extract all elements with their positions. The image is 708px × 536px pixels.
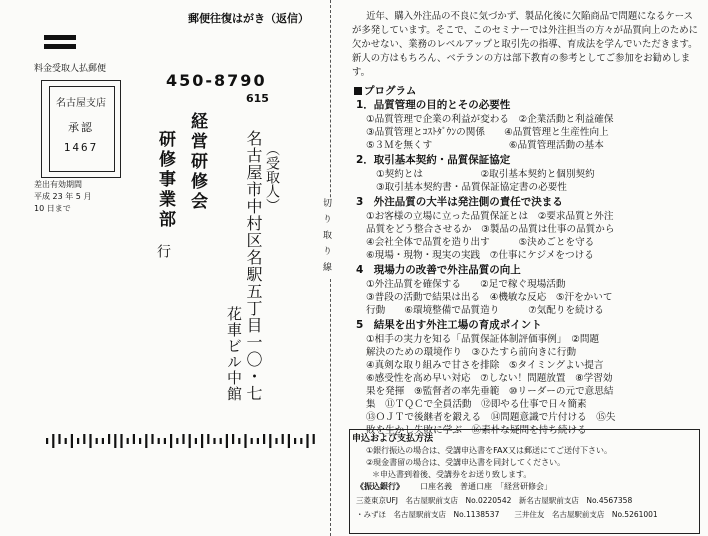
validity-line: 差出有効期間 xyxy=(34,180,82,189)
barcode-bar xyxy=(182,434,184,444)
barcode-bar xyxy=(294,438,296,444)
cut-line-label: 切り取り線 xyxy=(321,198,331,278)
section-line: ④真剣な取り組みで甘さを排除 ⑤タイミングよい提言 xyxy=(366,360,604,371)
section-line: ①相手の実力を知る「品質保証体制評価事例」 ②問題 xyxy=(366,334,600,345)
barcode-bar xyxy=(195,438,197,444)
postal-mark xyxy=(44,44,76,49)
section-line: 解決のための環境作り ③ひたすら前向きに行動 xyxy=(366,347,577,358)
barcode-bar xyxy=(102,438,104,444)
section-line: ①お客様の立場に立った品質保証とは ②要求品質と外注 xyxy=(366,211,614,222)
section-line: ④会社全体で品質を造り出す ⑤決めごとを守る xyxy=(366,237,595,248)
section-line: ①外注品質を確保する ②足で稼ぐ現場活動 xyxy=(366,279,566,290)
barcode-bar xyxy=(139,438,141,444)
barcode-bar xyxy=(89,434,91,448)
bank-line: 三菱東京UFJ 名古屋駅前支店 No.0220542 新名古屋駅前支店 No.4567358 xyxy=(356,496,633,505)
barcode-bar xyxy=(213,438,215,444)
barcode-bar xyxy=(220,438,222,444)
barcode-bar xyxy=(244,434,246,448)
bank-line: ・みずほ 名古屋駅前支店 No.1138537 三井住友 名古屋駅前支店 No.5261001 xyxy=(356,510,658,519)
barcode-bar xyxy=(282,434,284,444)
postal-mark xyxy=(44,35,76,40)
application-title: 申込および支払方法 xyxy=(352,434,434,444)
addressee-suffix: 行 xyxy=(155,244,171,258)
barcode-bar xyxy=(127,438,129,444)
section-line: ⑤３Ｍを無くす ⑥品質管理活動の基本 xyxy=(366,140,604,151)
barcode-bar xyxy=(170,434,172,448)
barcode-bar xyxy=(145,434,147,448)
barcode-bar xyxy=(77,438,79,444)
barcode-bar xyxy=(201,434,203,448)
program-heading-text: プログラム xyxy=(364,85,417,97)
barcode-bar xyxy=(251,438,253,444)
approval-label: 承認 xyxy=(68,121,94,134)
section-title: 2．取引基本契約・品質保証協定 xyxy=(356,154,511,166)
barcode-bar xyxy=(58,434,60,444)
barcode-bar xyxy=(269,434,271,448)
barcode-bar xyxy=(288,434,290,448)
barcode-bar xyxy=(71,434,73,448)
account-name: 口座名義 普通口座 「経営研修会」 xyxy=(420,482,552,491)
barcode-bar xyxy=(158,438,160,444)
barcode-bar xyxy=(83,434,85,444)
bullet-square-icon xyxy=(354,87,362,95)
postage-label: 料金受取人払郵便 xyxy=(34,64,107,74)
barcode-bar xyxy=(189,434,191,448)
barcode-bar xyxy=(164,438,166,444)
application-line: ＊申込書到着後、受講券をお送り致します。 xyxy=(372,470,532,479)
section-line: 行動 ⑥環境整備で品質造り ⑦気配りを続ける xyxy=(366,305,604,316)
intro-paragraph: 近年、購入外注品の不良に気づかず、製品化後に欠陥商品で問題になるケースが多発しています。そこで、このセミナーでは外注担当の方々が品質向上のために欠かせない、業務のレベルアップと取引先の指導、育成法を学んでいただきます。 新人の方はもちろん、ベテランの方は部下教育の参考としてご参加をお勧めします。 xyxy=(352,11,703,78)
barcode-bar xyxy=(257,438,259,444)
barcode-bar xyxy=(226,434,228,448)
postal-code: 450-8790 xyxy=(166,71,267,90)
barcode-bar xyxy=(275,438,277,444)
department-name: 研修事業部 xyxy=(155,130,175,230)
address-line-2: 花車ビル中館 xyxy=(225,306,243,402)
barcode-bar xyxy=(108,434,110,444)
barcode-bar xyxy=(306,434,308,448)
section-line: ③品質管理とｺｽﾄﾀﾞｳﾝの関係 ④品質管理と生産性向上 xyxy=(366,127,609,138)
barcode-bar xyxy=(313,434,315,444)
sub-postal-code: 615 xyxy=(246,92,269,105)
barcode-bar xyxy=(133,434,135,444)
section-line: 品質をどう整合させるか ③製品の品質は仕事の品質から xyxy=(366,224,615,235)
barcode-bar xyxy=(263,434,265,444)
address-line-1: 名古屋市中村区名駅五丁目一〇・七 xyxy=(244,130,263,402)
validity-line: 平成 23 年 5 月 xyxy=(34,192,92,201)
section-line: 果を発揮 ⑨監督者の率先垂範 ⑩リーダーの元で意思結 xyxy=(366,386,614,397)
barcode-bar xyxy=(65,438,67,444)
postcard-title: 郵便往復はがき（返信） xyxy=(188,12,309,25)
section-line: ⑬ＯＪＴで後継者を鍛える ⑭問題意識で片付ける ⑮失 xyxy=(366,412,616,423)
section-line: 敗を生かし失敗に学ぶ ⑯素朴な疑問を持ち続ける xyxy=(366,425,587,436)
approval-number: 1467 xyxy=(63,141,99,154)
barcode-bar xyxy=(96,438,98,444)
section-line: ③普段の活動で結果は出る ④機敏な反応 ⑤汗をかいて xyxy=(366,292,613,303)
barcode-bar xyxy=(114,434,116,448)
section-line: ①契約とは ②取引基本契約と個別契約 xyxy=(376,169,595,180)
section-line: 集 ⑪ＴＱＣで全員活動 ⑫即やる仕事で日々簡素 xyxy=(366,399,587,410)
section-title: 4 現場力の改善で外注品質の向上 xyxy=(356,264,521,276)
barcode-bar xyxy=(52,434,54,448)
barcode-bar xyxy=(46,438,48,444)
application-line: ②現金書留の場合は、受講申込書を同封してください。 xyxy=(366,458,566,467)
customer-barcode xyxy=(44,434,324,448)
barcode-bar xyxy=(232,434,234,444)
post-office-name: 名古屋支店 xyxy=(56,98,106,109)
barcode-bar xyxy=(300,438,302,444)
barcode-bar xyxy=(151,434,153,444)
section-title: 3 外注品質の大半は発注側の責任で決まる xyxy=(356,196,563,208)
transfer-bank-label: 《振込銀行》 xyxy=(356,482,404,491)
recipient-label: （受取人） xyxy=(264,142,280,212)
validity-line: 10 日まで xyxy=(34,204,71,213)
section-line: ⑥現場・現物・現実の実践 ⑦仕事にケジメをつける xyxy=(366,250,594,261)
section-line: ⑥感受性を高め早い対応 ⑦しない！問題放置 ⑧学習効 xyxy=(366,373,613,384)
section-line: ①品質管理で企業の利益が変わる ②企業活動と利益確保 xyxy=(366,114,614,125)
barcode-bar xyxy=(176,438,178,444)
program-heading xyxy=(354,83,416,98)
barcode-bar xyxy=(120,434,122,448)
application-line: ①銀行振込の場合は、受講申込書をFAX又は郵送にてご送付下さい。 xyxy=(366,446,612,455)
barcode-bar xyxy=(207,434,209,444)
organization-name: 経営研修会 xyxy=(187,112,207,212)
validity-period xyxy=(34,179,91,215)
section-line: ③取引基本契約書・品質保証協定書の必要性 xyxy=(376,182,567,193)
section-title: 5 結果を出す外注工場の育成ポイント xyxy=(356,319,542,331)
section-title: 1．品質管理の目的とその必要性 xyxy=(356,99,511,111)
barcode-bar xyxy=(238,438,240,444)
